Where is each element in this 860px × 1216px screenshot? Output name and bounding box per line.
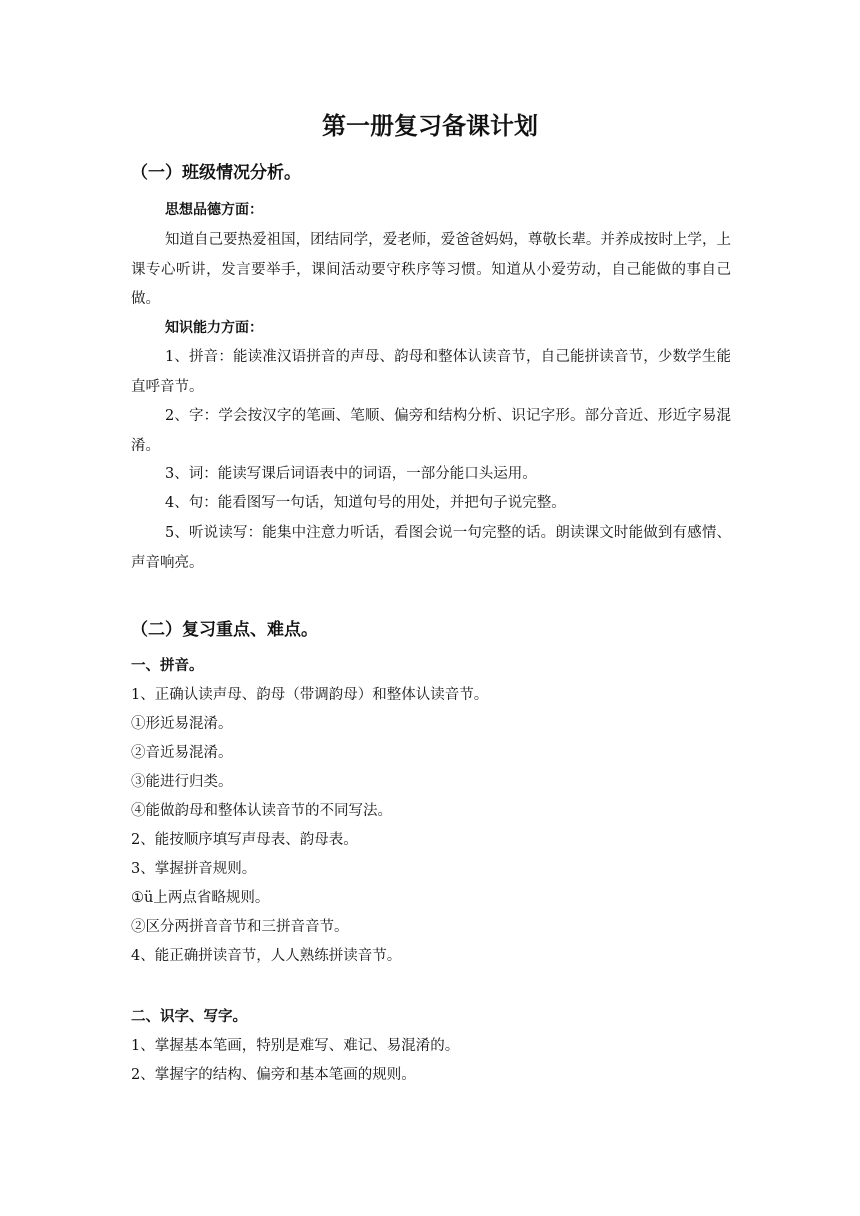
pinyin-line: 2、能按顺序填写声母表、韵母表。	[131, 832, 358, 848]
page-title: 第一册复习备课计划	[322, 112, 538, 140]
section-heading-key-points: （二）复习重点、难点。	[131, 620, 318, 640]
section-heading-class-analysis: （一）班级情况分析。	[131, 163, 301, 183]
pinyin-line: ②区分两拼音音节和三拼音音节。	[131, 919, 349, 935]
heading-characters: 二、识字、写字。	[131, 1009, 247, 1025]
pinyin-line: 3、掌握拼音规则。	[131, 861, 257, 877]
ability-item-words: 3、词：能读写课后词语表中的词语，一部分能口头运用。	[165, 466, 537, 482]
characters-line: 1、掌握基本笔画，特别是难写、难记、易混淆的。	[131, 1038, 460, 1054]
pinyin-line: 1、正确认读声母、韵母（带调韵母）和整体认读音节。	[131, 687, 489, 703]
subheading-ability: 知识能力方面：	[165, 320, 263, 336]
ability-item-sentences: 4、句：能看图写一句话，知道句号的用处，并把句子说完整。	[165, 495, 566, 511]
subheading-moral: 思想品德方面：	[165, 202, 263, 218]
ability-item-characters: 2、字：学会按汉字的笔画、笔顺、偏旁和结构分析、识记字形。部分音近、形近字易混淆。	[131, 408, 731, 454]
pinyin-line: ①ü上两点省略规则。	[131, 890, 270, 906]
ability-item-pinyin: 1、拼音：能读准汉语拼音的声母、韵母和整体认读音节，自己能拼读音节，少数学生能直呼音节。	[131, 349, 731, 395]
ability-item-listening: 5、听说读写：能集中注意力听话，看图会说一句完整的话。朗读课文时能做到有感情、声音响亮。	[131, 525, 731, 571]
characters-line: 2、掌握字的结构、偏旁和基本笔画的规则。	[131, 1067, 416, 1083]
pinyin-line: ②音近易混淆。	[131, 745, 233, 761]
paragraph-moral: 知道自己要热爱祖国，团结同学，爱老师，爱爸爸妈妈，尊敬长辈。并养成按时上学，上课专心听讲，发言要举手，课间活动要守秩序等习惯。知道从小爱劳动，自己能做的事自己做。	[131, 232, 731, 307]
pinyin-line: ④能做韵母和整体认读音节的不同写法。	[131, 803, 392, 819]
heading-pinyin: 一、拼音。	[131, 658, 204, 674]
pinyin-line: 4、能正确拼读音节，人人熟练拼读音节。	[131, 948, 402, 964]
pinyin-line: ③能进行归类。	[131, 774, 233, 790]
pinyin-line: ①形近易混淆。	[131, 716, 233, 732]
